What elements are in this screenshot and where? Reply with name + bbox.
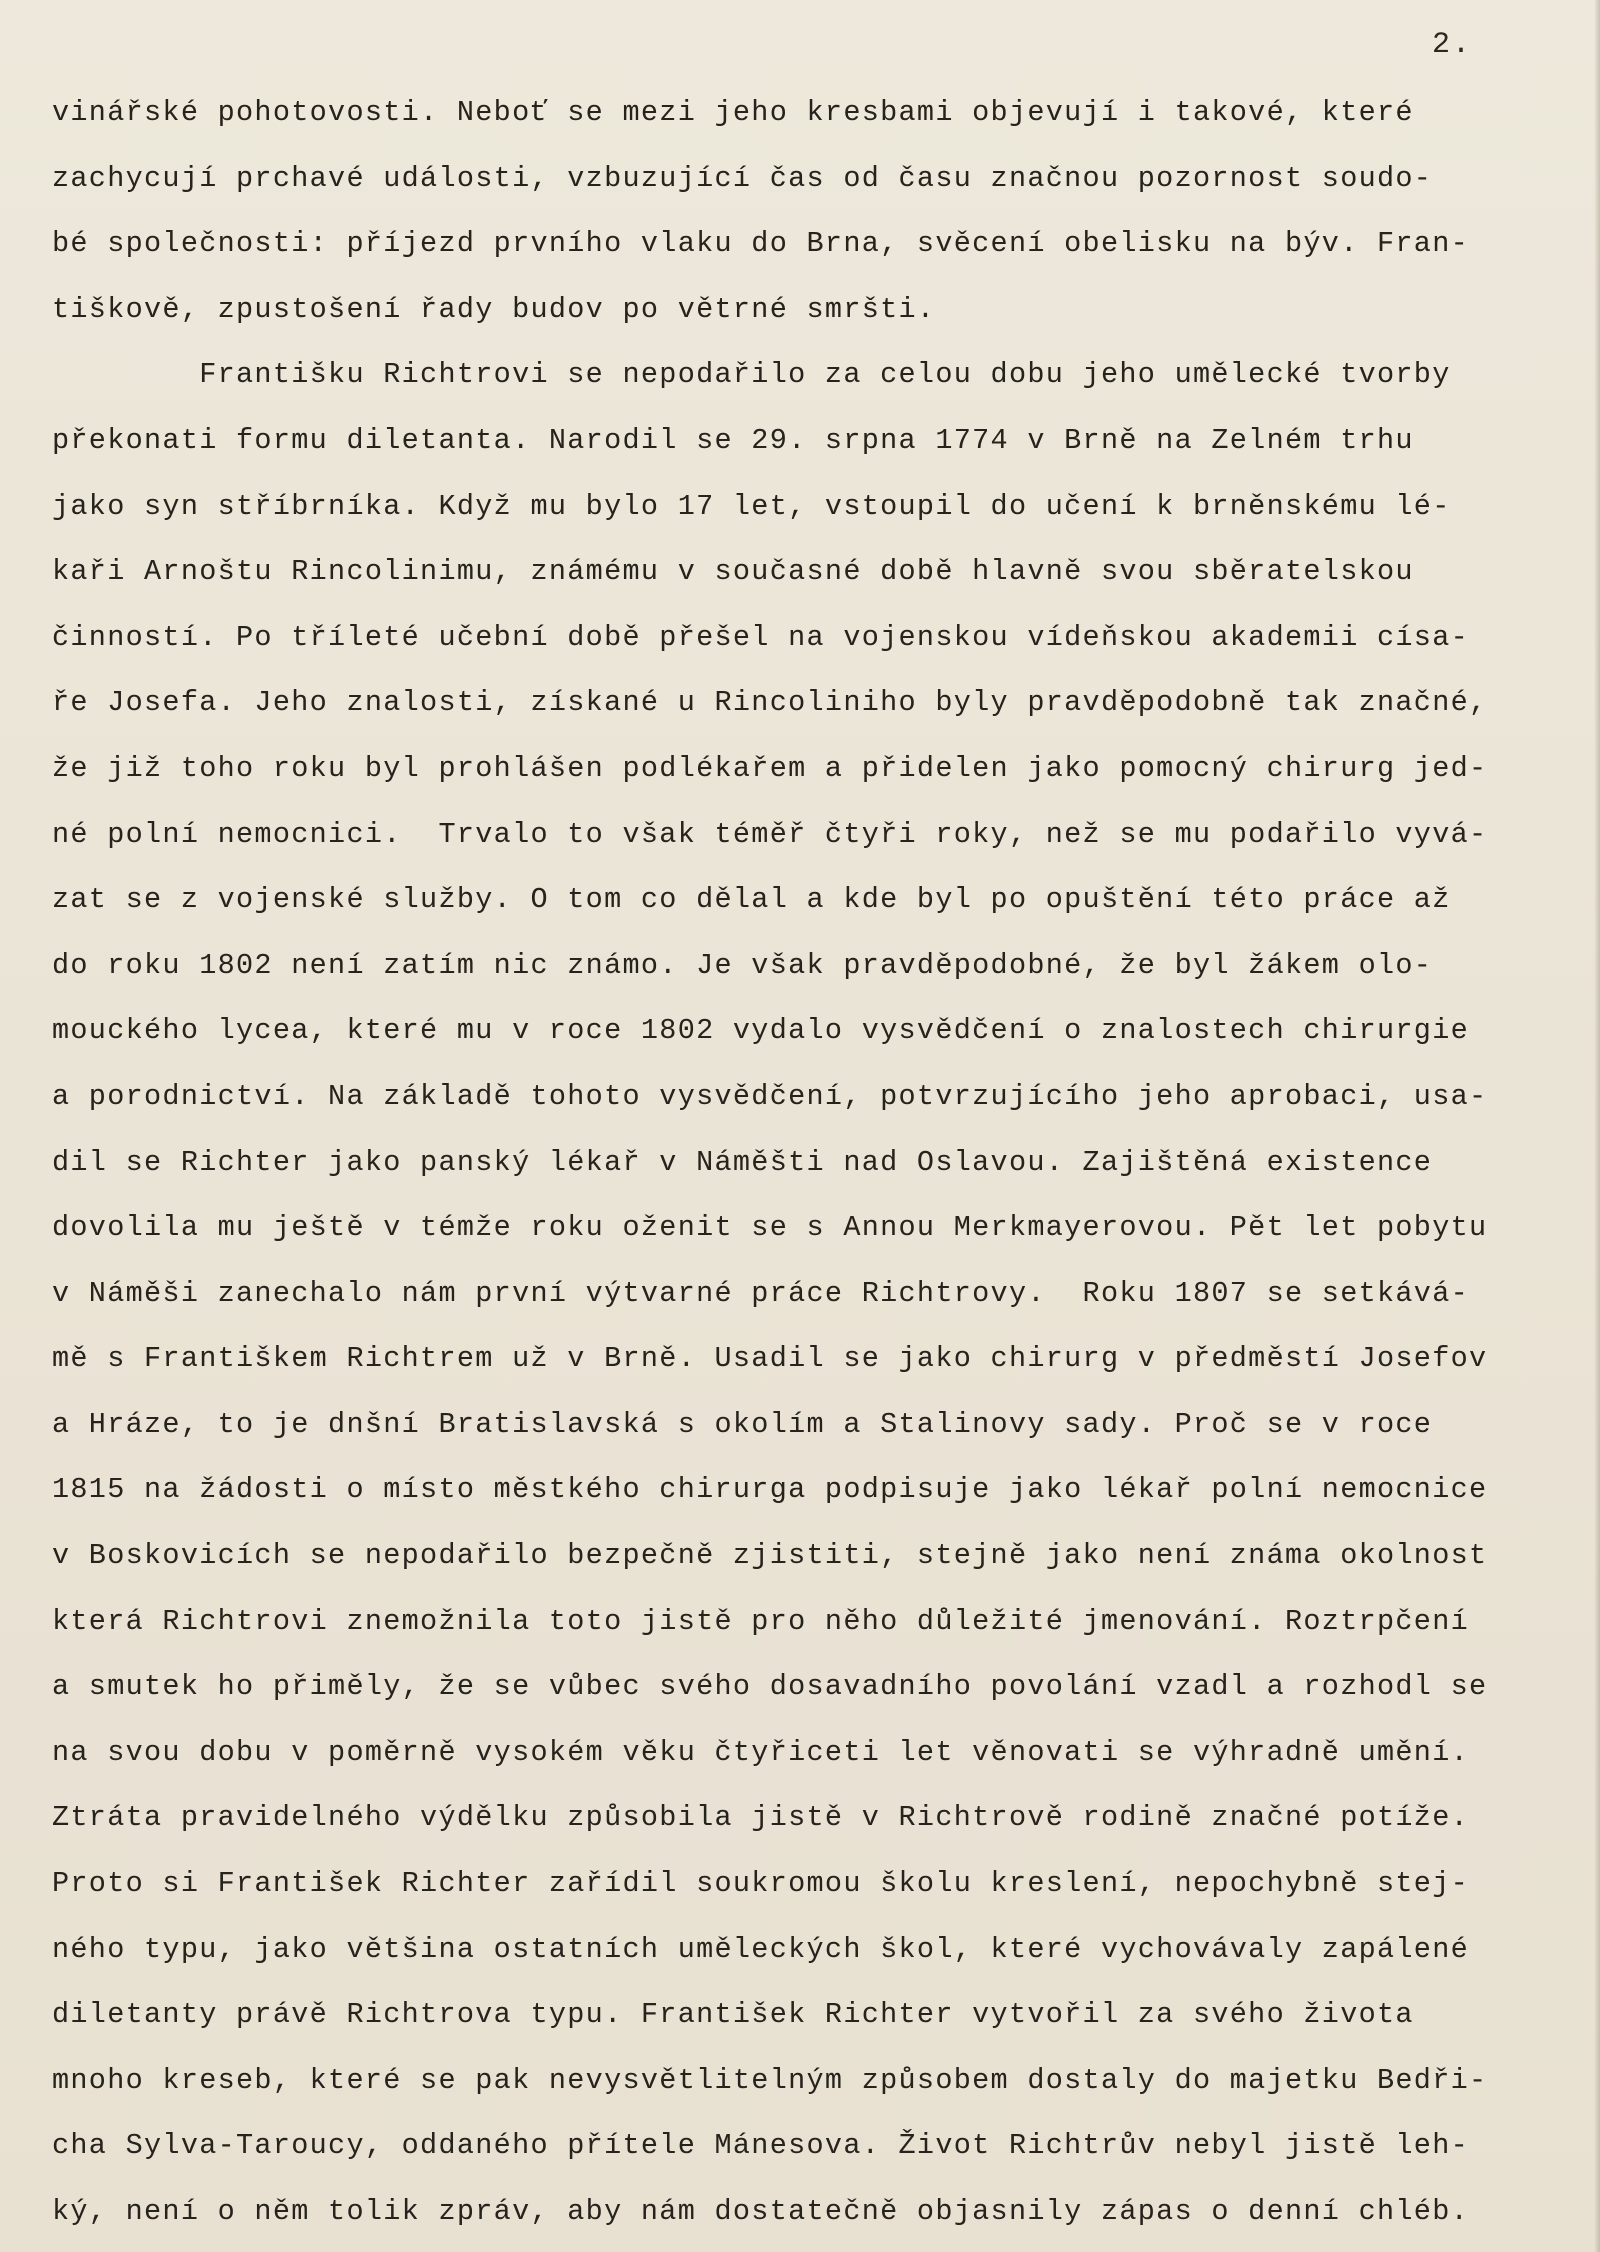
text-line: dovolila mu ještě v témže roku oženit se s Annou Merkmayerovou. Pět let pobytu bbox=[52, 1211, 1488, 1245]
text-line: překonati formu diletanta. Narodil se 29. srpna 1774 v Brně na Zelném trhu bbox=[52, 423, 1414, 457]
page-number: 2. bbox=[1432, 28, 1473, 62]
text-line: která Richtrovi znemožnila toto jistě pro něho důležité jmenování. Roztrpčení bbox=[52, 1604, 1470, 1638]
text-line: bé společnosti: příjezd prvního vlaku do Brna, svěcení obelisku na býv. Fran- bbox=[52, 227, 1470, 261]
text-line: ře Josefa. Jeho znalosti, získané u Rincoliniho byly pravděpodobně tak značné, bbox=[52, 686, 1488, 720]
text-line: činností. Po tříleté učební době přešel na vojenskou vídeňskou akademii císa- bbox=[52, 620, 1470, 654]
text-line: Proto si František Richter zařídil soukromou školu kreslení, nepochybně stej- bbox=[52, 1867, 1470, 1901]
text-line: a smutek ho přiměly, že se vůbec svého dosavadního povolání vzadl a rozhodl se bbox=[52, 1670, 1488, 1704]
text-line: Františku Richtrovi se nepodařilo za celou dobu jeho umělecké tvorby bbox=[52, 358, 1451, 392]
text-line: že již toho roku byl prohlášen podlékařem a přidelen jako pomocný chirurg jed- bbox=[52, 751, 1488, 785]
text-line: vinářské pohotovosti. Neboť se mezi jeho kresbami objevují i takové, které bbox=[52, 96, 1414, 129]
text-line: Ztráta pravidelného výdělku způsobila jistě v Richtrově rodině značné potíže. bbox=[52, 1801, 1470, 1835]
text-line: a porodnictví. Na základě tohoto vysvědčení, potvrzujícího jeho aprobaci, usa- bbox=[52, 1079, 1488, 1113]
text-line: zachycují prchavé události, vzbuzující čas od času značnou pozornost soudo- bbox=[52, 161, 1433, 195]
text-line: na svou dobu v poměrně vysokém věku čtyřiceti let věnovati se výhradně umění. bbox=[52, 1735, 1470, 1769]
text-line: a Hráze, to je dnšní Bratislavská s okolím a Stalinovy sady. Proč se v roce bbox=[52, 1407, 1433, 1441]
text-line: jako syn stříbrníka. Když mu bylo 17 let, vstoupil do učení k brněnskému lé- bbox=[52, 489, 1451, 523]
text-line: diletanty právě Richtrova typu. František Richter vytvořil za svého života bbox=[52, 1998, 1414, 2032]
text-line: do roku 1802 není zatím nic známo. Je však pravděpodobné, že byl žákem olo- bbox=[52, 948, 1433, 982]
text-line: v Boskovicích se nepodařilo bezpečně zjistiti, stejně jako není známa okolnost bbox=[52, 1539, 1488, 1573]
text-line: cha Sylva-Taroucy, oddaného přítele Mánesova. Život Richtrův nebyl jistě leh- bbox=[52, 2129, 1470, 2163]
text-line: dil se Richter jako panský lékař v Náměšti nad Oslavou. Zajištěná existence bbox=[52, 1145, 1433, 1179]
text-line: ného typu, jako většina ostatních uměleckých škol, které vychovávaly zapálené bbox=[52, 1932, 1470, 1966]
text-line: v Náměši zanechalo nám první výtvarné práce Richtrovy. Roku 1807 se setkává- bbox=[52, 1276, 1470, 1310]
body-text bbox=[52, 80, 1592, 2245]
text-line: ký, není o něm tolik zpráv, aby nám dostatečně objasnily zápas o denní chléb. bbox=[52, 2195, 1470, 2228]
text-line: né polní nemocnici. Trvalo to však téměř čtyři roky, než se mu podařilo vyvá- bbox=[52, 817, 1488, 851]
text-line: tiškově, zpustošení řady budov po větrné smršti. bbox=[52, 292, 936, 326]
text-line: kaři Arnoštu Rincolinimu, známému v současné době hlavně svou sběratelskou bbox=[52, 555, 1414, 589]
text-line: zat se z vojenské služby. O tom co dělal a kde byl po opuštění této práce až bbox=[52, 883, 1451, 917]
text-line: mouckého lycea, které mu v roce 1802 vydalo vysvědčení o znalostech chirurgie bbox=[52, 1014, 1470, 1048]
text-line: mnoho kreseb, které se pak nevysvětlitelným způsobem dostaly do majetku Bedři- bbox=[52, 2063, 1488, 2097]
text-line: 1815 na žádosti o místo městkého chirurga podpisuje jako lékař polní nemocnice bbox=[52, 1473, 1488, 1507]
text-line: mě s Františkem Richtrem už v Brně. Usadil se jako chirurg v předměstí Josefov bbox=[52, 1342, 1488, 1376]
